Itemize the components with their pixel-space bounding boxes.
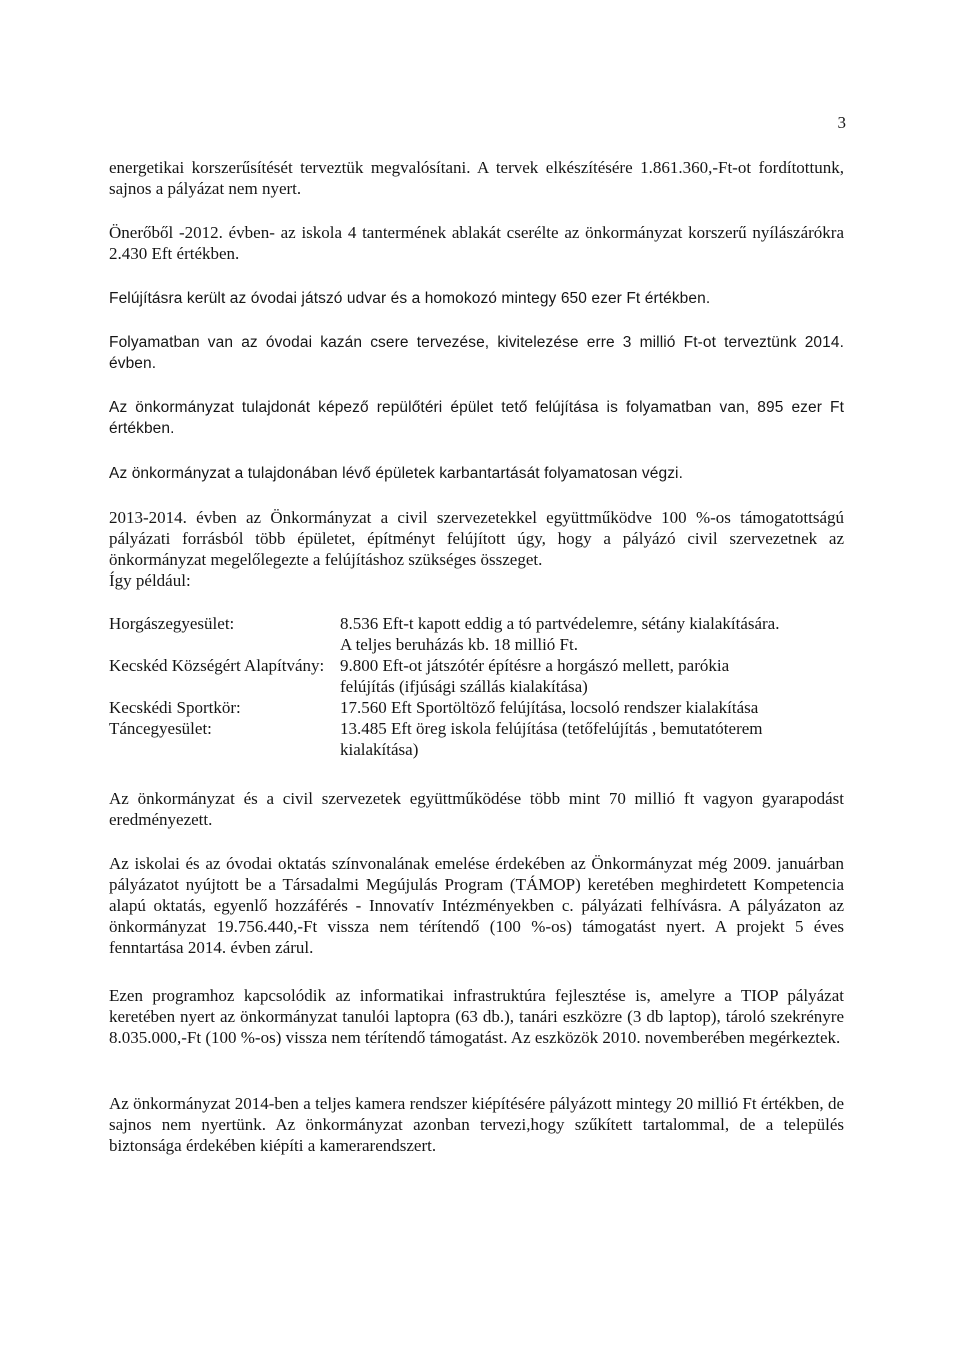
paragraph-airport-roof: Az önkormányzat tulajdonát képező repülőtéri épület tető felújítása is folyamatban van, 895 ezer Ft értékben. [109,399,844,437]
grant-list [109,613,849,760]
grant-description-line: 17.560 Eft Sportöltöző felújítása, locsoló rendszer kialakítása [340,698,759,717]
paragraph-playground-renovation: Felújításra került az óvodai játszó udvar és a homokozó mintegy 650 ezer Ft értékben. [109,290,711,307]
paragraph-civil-cooperation: 2013-2014. évben az Önkormányzat a civil szervezetekkel együttműködve 100 %-os támogatottságú pályázati forrásból több épületet, építményt felújított úgy, hogy a pályázó civil szervezetnek az önkormányzat megelőlegezte a felújításhoz szükséges összeget. [109,508,844,569]
paragraph-energy-modernization: energetikai korszerűsítését terveztük megvalósítani. A tervek elkészítésére 1.861.360,-Ft-ot fordítottunk, sajnos a pályázat nem nyert. [109,158,844,198]
paragraph-boiler-replacement: Folyamatban van az óvodai kazán csere tervezése, kivitelezése erre 3 millió Ft-ot terveztünk 2014. évben. [109,334,844,372]
grant-row [109,613,849,655]
grant-description-line: A teljes beruházás kb. 18 millió Ft. [340,635,578,654]
grant-organization: Kecskéd Községért Alapítvány: [109,656,325,675]
paragraph-building-maintenance: Az önkormányzat a tulajdonában lévő épületek karbantartását folyamatosan végzi. [109,465,683,482]
paragraph-camera-system: Az önkormányzat 2014-ben a teljes kamera rendszer kiépítésére pályázott mintegy 20 millió Ft értékben, de sajnos nem nyertünk. Az önkormányzat azonban tervezi,hogy szűkített tartalommal, de a település biztonsága érdekében kiépíti a kamerarendszert. [109,1094,844,1155]
paragraph-asset-growth: Az önkormányzat és a civil szervezetek együttműködése több mint 70 millió ft vagyon gyarapodást eredményezett. [109,789,844,829]
paragraph-tiop-grant: Ezen programhoz kapcsolódik az informatikai infrastruktúra fejlesztése is, amelyre a TIOP pályázat keretében nyert az önkormányzat tanulói laptopra (63 db.), tanári eszközre (3 db laptop), tároló szekrényre 8.035.000,-Ft (100 %-os) vissza nem térítendő támogatást. Az eszközök 2010. novemberében megérkeztek. [109,986,844,1047]
grant-description [340,718,849,760]
grant-organization: Táncegyesület: [109,719,212,738]
grant-row [109,697,849,718]
grant-description-line: 9.800 Eft-ot játszótér építésre a horgászó mellett, parókia [340,656,730,675]
paragraph-tamop-grant: Az iskolai és az óvodai oktatás színvonalának emelése érdekében az Önkormányzat még 2009. januárban pályázatot nyújtott be a Társadalmi Megújulás Program (TÁMOP) keretében meghirdetett Kompetencia alapú oktatás, egyenlő hozzáférés - Innovatív Intézményekben c. pályázati felhívásra. A pályázaton az önkormányzat 19.756.440,-Ft vissza nem térítendő (100 %-os) támogatást nyert. A projekt 5 éves fenntartása 2014. évben zárul. [109,854,844,957]
grant-description [340,697,849,718]
grant-description-line: 13.485 Eft öreg iskola felújítása (tetőfelújítás , bemutatóterem [340,719,763,738]
grant-description-line: 8.536 Eft-t kapott eddig a tó partvédelemre, sétány kialakítására. [340,614,780,633]
paragraph-school-windows: Önerőből -2012. évben- az iskola 4 tantermének ablakát cserélte az önkormányzat korszerű nyílászárókra 2.430 Eft értékben. [109,223,844,263]
paragraph-for-example: Így például: [109,571,191,590]
grant-description-line: kialakítása) [340,740,419,759]
grant-description [340,613,849,655]
grant-row [109,655,849,697]
grant-organization: Kecskédi Sportkör: [109,698,241,717]
page-number: 3 [837,113,846,132]
grant-row [109,718,849,760]
grant-description-line: felújítás (ifjúsági szállás kialakítása) [340,677,588,696]
grant-organization: Horgászegyesület: [109,614,235,633]
grant-description [340,655,849,697]
